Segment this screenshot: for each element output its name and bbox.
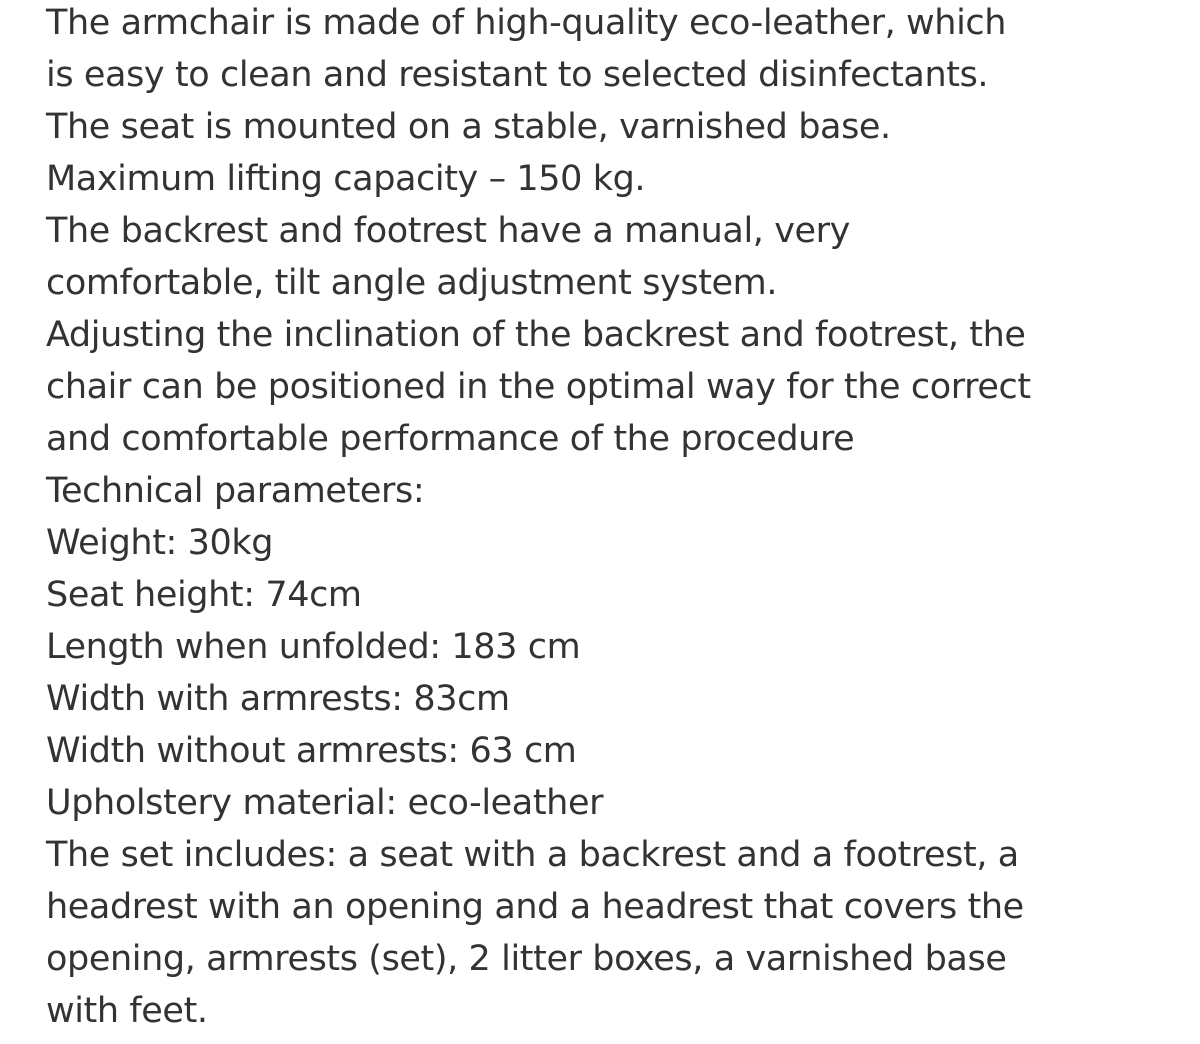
- spec-seat-height: Seat height: 74cm: [46, 575, 362, 615]
- set-includes-line: opening, armrests (set), 2 litter boxes, a varnished base: [46, 939, 1007, 979]
- description-line: is easy to clean and resistant to selected disinfectants.: [46, 55, 989, 95]
- spec-width-without-armrests: Width without armrests: 63 cm: [46, 731, 577, 771]
- description-line: Adjusting the inclination of the backrest and footrest, the: [46, 315, 1026, 355]
- description-line: The seat is mounted on a stable, varnished base.: [46, 107, 891, 147]
- description-line: comfortable, tilt angle adjustment system.: [46, 263, 778, 303]
- spec-upholstery-material: Upholstery material: eco-leather: [46, 783, 604, 823]
- description-line: The backrest and footrest have a manual, very: [46, 211, 850, 251]
- description-line: and comfortable performance of the procedure: [46, 419, 855, 459]
- set-includes-line: The set includes: a seat with a backrest and a footrest, a: [46, 835, 1019, 875]
- description-line: The armchair is made of high-quality eco-leather, which: [46, 3, 1007, 43]
- spec-width-with-armrests: Width with armrests: 83cm: [46, 679, 510, 719]
- set-includes-line: with feet.: [46, 991, 208, 1031]
- spec-weight: Weight: 30kg: [46, 523, 274, 563]
- description-line: Maximum lifting capacity – 150 kg.: [46, 159, 646, 199]
- spec-length-unfolded: Length when unfolded: 183 cm: [46, 627, 581, 667]
- set-includes-line: headrest with an opening and a headrest that covers the: [46, 887, 1024, 927]
- section-heading-technical-parameters: Technical parameters:: [46, 471, 425, 511]
- description-line: chair can be positioned in the optimal way for the correct: [46, 367, 1031, 407]
